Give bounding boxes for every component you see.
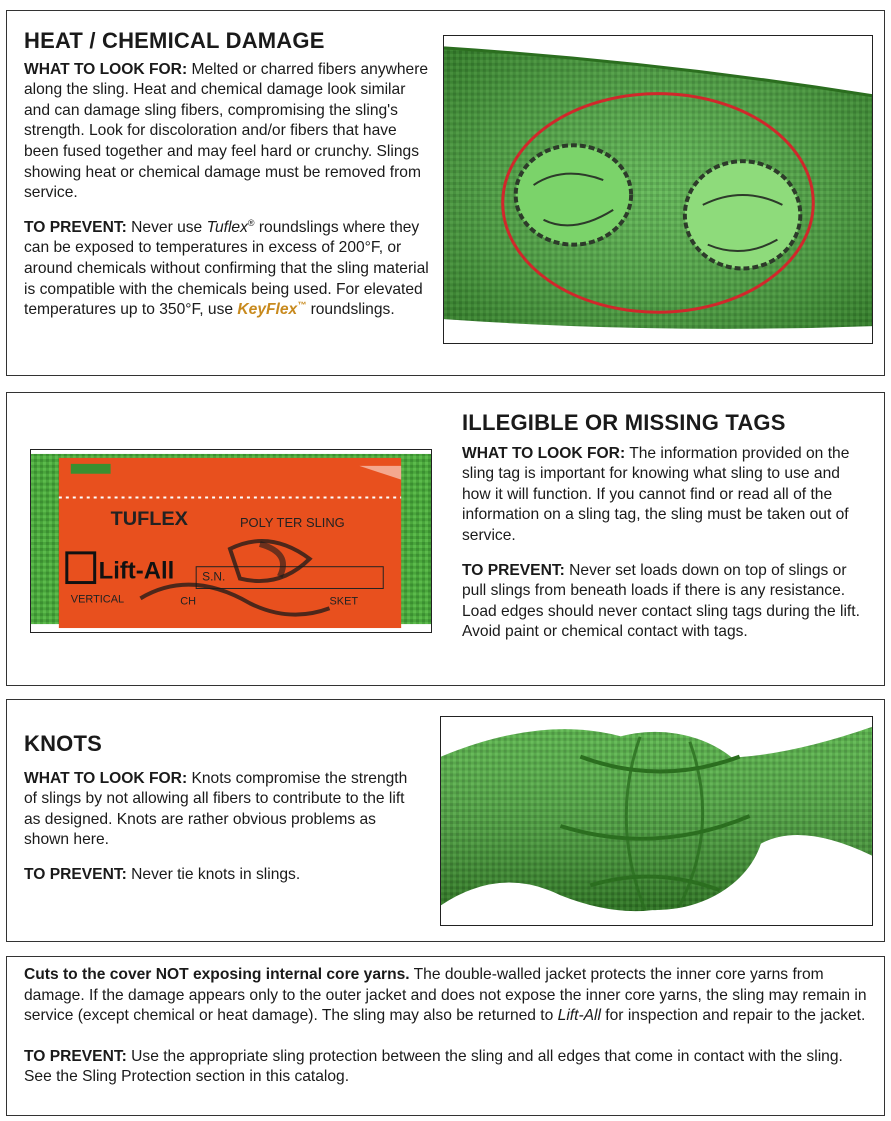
knot-photo [440,716,873,926]
tags-look-label: WHAT TO LOOK FOR: [462,444,626,462]
knots-prevent-paragraph [24,865,419,886]
melted-spot-right [685,161,800,268]
cuts-panel [6,956,885,1116]
tag-ch-text: CH [180,595,197,608]
knots-look-text: Knots compromise the strength of slings by not allowing all fibers to contribute to the lift as designed. Knots are rather obvious problems as shown here. [24,769,408,849]
tags-look-text: The information provided on the sling tag is important for knowing what sling to use and how it will function. If you cannot find or read all of the information on a sling tag, the sling must be taken out of service. [462,444,850,544]
cuts-paragraph [24,965,869,1027]
melted-spot-left [516,145,631,244]
heat-prevent-paragraph [24,218,434,321]
heat-brand-keyflex: KeyFlex [237,301,298,319]
heat-look-paragraph [24,60,434,204]
cuts-prevent-paragraph [24,1047,869,1088]
heat-prevent-text-a: Never use [126,218,207,236]
heat-damage-photo [443,35,873,344]
tags-prevent-text: Never set loads down on top of slings or pull slings from beneath loads if there is any resistance. Load edges should never contact sling tags during the lift. Avoid paint or chemical contact with tags. [462,561,860,641]
tag-type-text: POLY TER SLING [239,515,345,531]
tags-prevent-paragraph [462,561,872,643]
tag-vertical-text: VERTICAL [70,593,125,606]
cuts-prevent-label: TO PREVENT: [24,1047,127,1065]
knots-look-label: WHAT TO LOOK FOR: [24,769,188,787]
cuts-lead: Cuts to the cover NOT exposing internal core yarns. [24,966,410,983]
tag-brand-text: TUFLEX [110,508,188,531]
knots-title: KNOTS [24,731,102,756]
heat-prevent-text-b: roundslings where they can be exposed to temperatures in excess of 200°F, or around chemicals without confirming that the sling material is compatible with the chemicals being used. For elevated temperatures up to 350°F, use [24,218,429,319]
tag-sn-text: S.N. [202,569,226,584]
knots-prevent-text: Never tie knots in slings. [126,865,301,883]
heat-chemical-panel [6,10,885,376]
tags-title: ILLEGIBLE OR MISSING TAGS [462,410,786,435]
tag-basket-text: SKET [329,595,359,608]
cuts-text-a: The double-walled jacket protects the inner core yarns from damage. If the damage appears only to the outer jacket and does not expose the inner core yarns, the sling may remain in service (except chemical or heat damage). The sling may also be returned to [24,966,867,1025]
knot-bulge [546,732,765,910]
heat-prevent-text-c: roundslings. [306,301,395,319]
knots-panel [6,699,885,942]
damaged-tag-photo [30,449,432,633]
knots-look-paragraph [24,769,419,851]
tags-look-paragraph [462,444,872,547]
tag-logo-text: Lift-All [98,557,175,585]
cuts-brand: Lift-All [557,1007,601,1025]
heat-look-label: WHAT TO LOOK FOR: [24,60,188,78]
heat-brand-tuflex: Tuflex [206,218,248,236]
heat-reg-mark: ® [247,217,255,228]
tags-prevent-label: TO PREVENT: [462,561,565,579]
cuts-text-b: for inspection and repair to the jacket. [600,1007,866,1025]
cuts-prevent-text: Use the appropriate sling protection between the sling and all edges that come in contact with the sling. See the Sling Protection section in this catalog. [24,1047,843,1086]
heat-prevent-label: TO PREVENT: [24,218,127,236]
heat-look-text: Melted or charred fibers anywhere along the sling. Heat and chemical damage look similar and can damage sling fibers, compromising the sling's strength. Look for discoloration and/or fibers that have been fused together and may feel hard or crunchy. Slings showing heat or chemical damage must be removed from service. [24,60,429,202]
tags-panel [6,392,885,686]
knots-prevent-label: TO PREVENT: [24,865,127,883]
heat-tm-mark: ™ [297,299,307,310]
heat-title: HEAT / CHEMICAL DAMAGE [24,28,325,53]
